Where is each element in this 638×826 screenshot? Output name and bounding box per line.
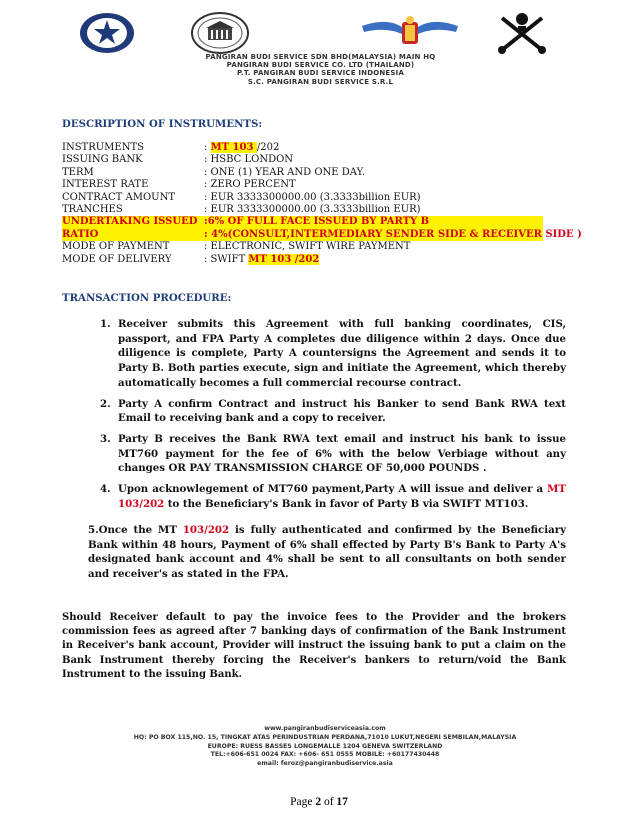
- step-five-paragraph: [88, 523, 566, 582]
- step-number: 4.: [100, 483, 111, 496]
- table-row: [62, 216, 543, 228]
- step5-text-part: 5.Once the MT: [88, 524, 183, 536]
- table-row: [62, 228, 582, 241]
- row-label: MODE OF PAYMENT: [62, 241, 170, 253]
- procedure-heading: TRANSACTION PROCEDURE:: [62, 292, 232, 304]
- closing-paragraph: Should Receiver default to pay the invoice fees to the Provider and the brokers commission fees as agreed after 7 banking days of confirmation of the Bank Instrument in Receiver's bank account, Provider will instruct the issuing bank to put a claim on the Bank Instrument thereby forcing the Receiver's bankers to return/void the Bank Instrument to the issuing Bank.: [62, 612, 566, 680]
- row-value: [204, 254, 319, 266]
- page-number: [0, 796, 638, 808]
- company-names: [78, 53, 563, 86]
- step-number: 3.: [100, 432, 111, 445]
- step-text: Party A confirm Contract and instruct his Banker to send Bank RWA text Email to receiving bank and a copy to receiver.: [118, 397, 566, 425]
- footer-europe-address: EUROPE: RUESS BASSES LONGEMALLE 1204 GENEVA SWITZERLAND: [207, 742, 443, 750]
- page-of: of: [323, 796, 334, 808]
- row-value-prefix: :: [204, 142, 211, 153]
- row-label: INTEREST RATE: [62, 179, 149, 191]
- row-label: UNDERTAKING ISSUED: [62, 216, 198, 228]
- table-row: [62, 204, 543, 216]
- winged-emblem-logo: [360, 12, 460, 54]
- step-text: [118, 483, 566, 510]
- instruments-table: [62, 142, 582, 266]
- row-value: : ONE (1) YEAR AND ONE DAY.: [204, 166, 366, 178]
- row-value: : EUR 3333300000.00 (3.3333billion EUR): [204, 191, 421, 203]
- procedure-steps: [100, 317, 566, 517]
- letterhead: [78, 12, 563, 86]
- row-label: TRANCHES: [62, 203, 123, 215]
- letter-footer: [90, 725, 560, 769]
- row-label: ISSUING BANK: [62, 154, 143, 166]
- crossed-keys-logo: [488, 12, 556, 54]
- row-value: [204, 142, 279, 154]
- table-row: [62, 192, 543, 204]
- row-value-prefix: : SWIFT: [204, 253, 249, 265]
- star-seal-logo: [78, 12, 136, 54]
- row-value-rest: /202: [256, 142, 280, 153]
- highlighted-value: MT 103 /202: [248, 253, 320, 265]
- footer-address: HQ: PO BOX 115,NO. 15, TINGKAT ATAS PERINDUSTRIAN PERDANA,71010 LUKUT,NEGERI SEMBILAN,MALAYSIA: [133, 733, 517, 741]
- row-value: : ZERO PERCENT: [204, 179, 296, 191]
- company-line: PANGIRAN BUDI SERVICE CO. LTD (THAILAND): [226, 61, 415, 70]
- row-value: : ELECTRONIC, SWIFT WIRE PAYMENT: [204, 241, 411, 253]
- table-row: [62, 142, 543, 154]
- row-value: : HSBC LONDON: [204, 154, 294, 166]
- row-label: INSTRUMENTS: [62, 142, 144, 153]
- row-label: MODE OF DELIVERY: [62, 253, 172, 265]
- step-text-part: to the Beneficiary's Bank in favor of Party B via SWIFT MT103.: [164, 497, 529, 510]
- row-label: TERM: [62, 166, 94, 178]
- step5-highlight: 103/202: [182, 524, 230, 536]
- step-text: Receiver submits this Agreement with full banking coordinates, CIS, passport, and FPA Party A completes due diligence within 2 days. Once due diligence is complete, Party A countersigns the Agreement and sends it to Party B. Both parties execute, sign and initiate the Agreement, which thereby automatically becomes a full commercial recourse contract.: [118, 318, 566, 389]
- row-label: RATIO: [62, 228, 99, 240]
- step-text-part: Upon acknowlegement of MT760 payment,Party A will issue and deliver a: [118, 483, 548, 496]
- description-heading: DESCRIPTION OF INSTRUMENTS:: [62, 118, 263, 130]
- row-value: : 4%(CONSULT,INTERMEDIARY SENDER SIDE & RECEIVER SIDE ): [204, 228, 582, 240]
- table-row: [62, 179, 543, 191]
- step-number: 2.: [100, 397, 111, 410]
- table-row: [62, 254, 543, 266]
- logo-strip: [78, 12, 563, 54]
- table-row: [62, 167, 543, 179]
- list-item: [100, 482, 566, 511]
- list-item: [100, 432, 566, 476]
- company-line: S.C. PANGIRAN BUDI SERVICE S.R.L: [247, 77, 394, 86]
- step-number: 1.: [100, 318, 111, 330]
- row-label: CONTRACT AMOUNT: [62, 191, 176, 203]
- table-row: [62, 241, 543, 253]
- company-line: PANGIRAN BUDI SERVICE SDN BHD(MALAYSIA) MAIN HQ: [205, 53, 436, 61]
- step-highlight: MT 103/202: [118, 483, 566, 510]
- row-value: :6% OF FULL FACE ISSUED BY PARTY B: [204, 216, 430, 228]
- page-total: 17: [336, 796, 348, 808]
- list-item: [100, 397, 566, 426]
- footer-email: email: feroz@pangiranbudiservice.asia: [257, 760, 393, 768]
- footer-phone: TEL:+606-651 0024 FAX: +606- 651 0555 MOBILE: +60177430448: [210, 751, 440, 759]
- row-value: : EUR 3333300000.00 (3.3333billion EUR): [204, 203, 421, 215]
- list-item: [100, 317, 566, 391]
- step5-text-part: is fully authenticated and confirmed by the Beneficiary Bank within 48 hours, Payment of 6% shall effected by Party B's Bank to Party A's designated bank account and 4% shall be sent to all consultants on both sender and receiver's as stated in the FPA.: [88, 524, 566, 581]
- building-seal-logo: [190, 12, 250, 54]
- highlighted-value: MT 103: [210, 142, 257, 153]
- step-text: Party B receives the Bank RWA text email and instruct his bank to issue MT760 payment for the fee of 6% with the below Verbiage without any changes OR PAY TRANSMISSION CHARGE OF 50,000 POUNDS .: [118, 432, 566, 475]
- page-word: Page: [290, 796, 313, 808]
- page-current: 2: [315, 796, 322, 808]
- footer-website: www.pangiranbudiserviceasia.com: [264, 725, 386, 732]
- company-line: P.T. PANGIRAN BUDI SERVICE INDONESIA: [236, 69, 405, 78]
- table-row: [62, 154, 543, 166]
